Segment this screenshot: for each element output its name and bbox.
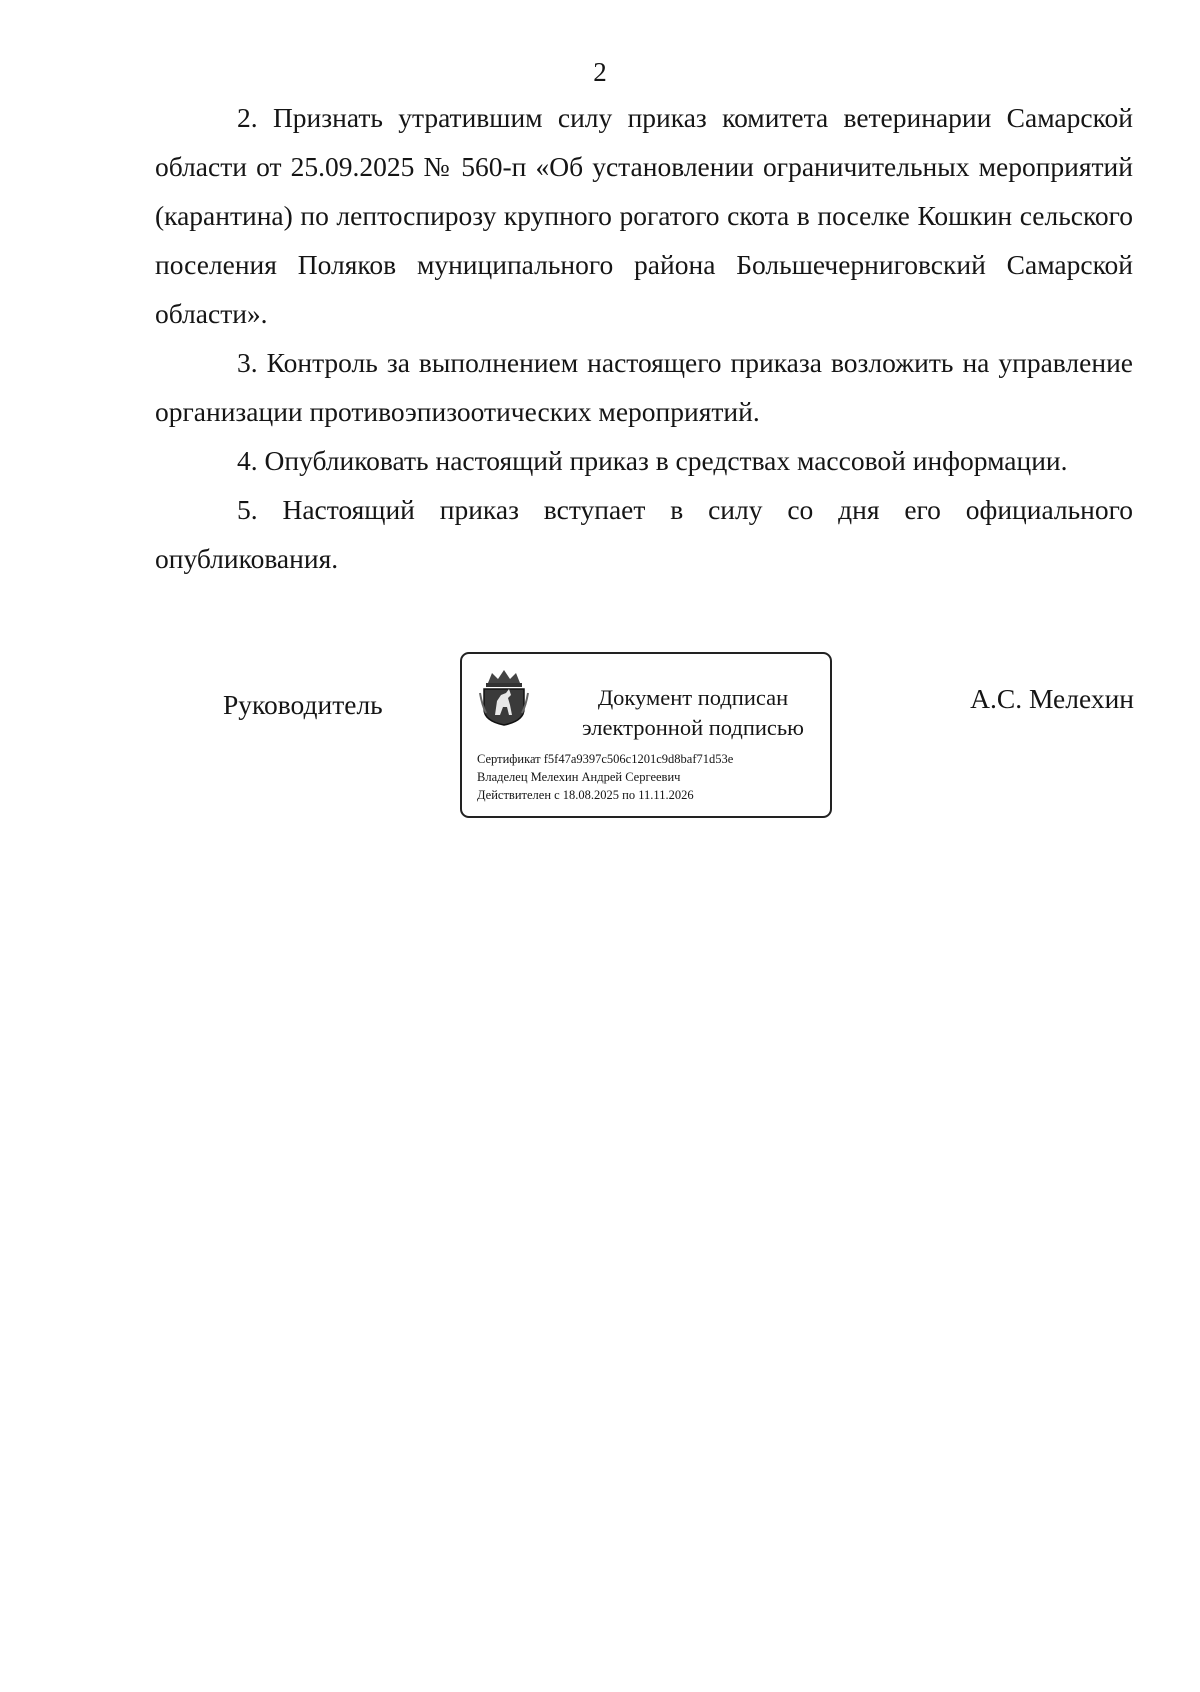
signatory-name: А.С. Мелехин [970,683,1134,714]
stamp-title [562,683,824,743]
signatory-position: Руководитель [223,689,383,720]
stamp-title-line2: электронной подписью [582,715,804,740]
stamp-details [477,750,733,804]
samara-coat-of-arms-icon [478,665,530,727]
paragraph-5: 5. Настоящий приказ вступает в силу со дня его официального опубликования. [155,494,1133,574]
document-body [155,93,1133,583]
electronic-signature-stamp [460,652,832,818]
paragraph-2: 2. Признать утратившим силу приказ комитета ветеринарии Самарской области от 25.09.2025 № 560-п «Об установлении ограничительных мероприятий (карантина) по лептоспирозу крупного рогатого скота в поселке Кошкин сельского поселения Поляков муниципального района Большечерниговский Самарской области». [155,102,1133,329]
stamp-owner: Владелец Мелехин Андрей Сергеевич [477,770,681,784]
stamp-validity: Действителен с 18.08.2025 по 11.11.2026 [477,788,694,802]
page-number: 2 [593,57,607,87]
paragraph-3: 3. Контроль за выполнением настоящего приказа возложить на управление организации противоэпизоотических мероприятий. [155,347,1133,427]
stamp-title-line1: Документ подписан [597,685,789,710]
paragraph-4: 4. Опубликовать настоящий приказ в средствах массовой информации. [237,445,1068,476]
stamp-certificate: Сертификат f5f47a9397c506c1201c9d8baf71d53e [477,752,734,766]
